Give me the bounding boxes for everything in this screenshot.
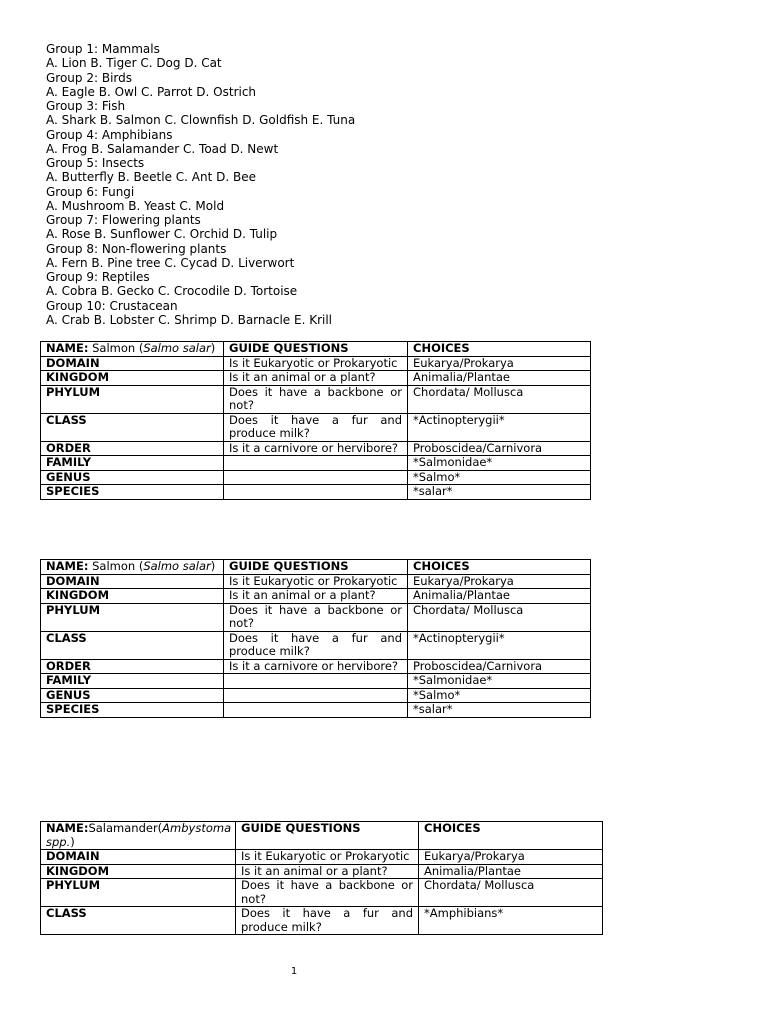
- rank-cell: PHYLUM: [41, 603, 224, 631]
- rank-cell: KINGDOM: [41, 371, 224, 386]
- guide-questions-header: GUIDE QUESTIONS: [224, 342, 408, 357]
- rank-cell: KINGDOM: [41, 864, 236, 879]
- group-line: Group 10: Crustacean: [46, 298, 178, 313]
- name-close: ): [210, 559, 216, 573]
- rank-cell: CLASS: [41, 907, 236, 935]
- group-line: A. Frog B. Salamander C. Toad D. Newt: [46, 141, 279, 156]
- table-row: [41, 371, 591, 386]
- page-number: 1: [290, 966, 298, 977]
- scientific-name: Ambystoma spp.: [46, 821, 232, 849]
- question-cell: [224, 703, 408, 718]
- choice-cell: Animalia/Plantae: [408, 589, 591, 604]
- question-cell: Does it have a fur and produce milk?: [224, 413, 408, 441]
- table-row: [41, 907, 603, 935]
- table-header-row: [41, 822, 603, 850]
- question-cell: Is it a carnivore or hervibore?: [224, 441, 408, 456]
- question-cell: Does it have a backbone or not?: [224, 603, 408, 631]
- rank-cell: GENUS: [41, 688, 224, 703]
- group-line: A. Eagle B. Owl C. Parrot D. Ostrich: [46, 84, 257, 99]
- guide-questions-header: GUIDE QUESTIONS: [236, 822, 419, 850]
- group-line: A. Mushroom B. Yeast C. Mold: [46, 198, 225, 213]
- group-line: A. Cobra B. Gecko C. Crocodile D. Tortoise: [46, 284, 298, 299]
- name-close: ): [210, 341, 216, 355]
- table-row: [41, 485, 591, 500]
- choice-cell: Eukarya/Prokarya: [408, 356, 591, 371]
- question-cell: Is it an animal or a plant?: [236, 864, 419, 879]
- table-row: [41, 703, 591, 718]
- question-cell: [224, 456, 408, 471]
- choice-cell: Eukarya/Prokarya: [408, 574, 591, 589]
- rank-cell: DOMAIN: [41, 356, 224, 371]
- question-cell: Is it Eukaryotic or Prokaryotic: [236, 850, 419, 865]
- table-header-row: [41, 560, 591, 575]
- rank-cell: ORDER: [41, 441, 224, 456]
- rank-cell: CLASS: [41, 413, 224, 441]
- choice-cell: *Salmonidae*: [408, 456, 591, 471]
- group-line: Group 7: Flowering plants: [46, 213, 201, 227]
- name-label: NAME:: [46, 821, 89, 835]
- question-cell: Does it have a fur and produce milk?: [224, 631, 408, 659]
- choices-header: CHOICES: [408, 342, 591, 357]
- group-list: [46, 42, 355, 327]
- group-line: Group 6: Fungi: [46, 184, 135, 199]
- table-row: [41, 850, 603, 865]
- name-cell: [41, 342, 224, 357]
- group-line: Group 8: Non-flowering plants: [46, 241, 227, 256]
- rank-cell: DOMAIN: [41, 574, 224, 589]
- rank-cell: DOMAIN: [41, 850, 236, 865]
- name-cell: [41, 822, 236, 850]
- rank-cell: PHYLUM: [41, 879, 236, 907]
- table-row: [41, 688, 591, 703]
- choice-cell: *Salmo*: [408, 688, 591, 703]
- table-row: [41, 413, 591, 441]
- taxonomy-table-salamander: [40, 821, 603, 935]
- group-line: Group 9: Reptiles: [46, 270, 150, 284]
- group-line: A. Crab B. Lobster C. Shrimp D. Barnacle E. Krill: [46, 312, 333, 327]
- table-row: [41, 674, 591, 689]
- choice-cell: *salar*: [408, 703, 591, 718]
- group-line: Group 2: Birds: [46, 70, 132, 85]
- choice-cell: *Salmonidae*: [408, 674, 591, 689]
- choice-cell: *Salmo*: [408, 470, 591, 485]
- group-line: A. Shark B. Salmon C. Clownfish D. Goldfish E. Tuna: [46, 113, 356, 128]
- table-row: [41, 441, 591, 456]
- table-row: [41, 603, 591, 631]
- rank-cell: FAMILY: [41, 674, 224, 689]
- question-cell: [224, 485, 408, 500]
- name-label: NAME:: [46, 559, 89, 573]
- group-line: Group 5: Insects: [46, 156, 145, 170]
- group-line: Group 3: Fish: [46, 99, 126, 113]
- table-header-row: [41, 342, 591, 357]
- choice-cell: Proboscidea/Carnivora: [408, 659, 591, 674]
- table-row: [41, 879, 603, 907]
- choice-cell: *Amphibians*: [419, 907, 603, 935]
- name-value: Salmon (: [88, 341, 144, 355]
- choice-cell: Chordata/ Mollusca: [419, 879, 603, 907]
- question-cell: [224, 674, 408, 689]
- group-line: A. Lion B. Tiger C. Dog D. Cat: [46, 56, 222, 71]
- table-row: [41, 470, 591, 485]
- choice-cell: Animalia/Plantae: [419, 864, 603, 879]
- rank-cell: SPECIES: [41, 703, 224, 718]
- choice-cell: Eukarya/Prokarya: [419, 850, 603, 865]
- group-line: Group 1: Mammals: [46, 42, 160, 56]
- name-label: NAME:: [46, 341, 89, 355]
- choice-cell: Animalia/Plantae: [408, 371, 591, 386]
- question-cell: Does it have a backbone or not?: [224, 385, 408, 413]
- name-value: Salamander(: [88, 821, 163, 835]
- rank-cell: CLASS: [41, 631, 224, 659]
- group-line: A. Fern B. Pine tree C. Cycad D. Liverwort: [46, 255, 295, 270]
- table-row: [41, 659, 591, 674]
- table-row: [41, 864, 603, 879]
- choice-cell: *Actinopterygii*: [408, 631, 591, 659]
- group-line: A. Butterfly B. Beetle C. Ant D. Bee: [46, 170, 256, 185]
- rank-cell: FAMILY: [41, 456, 224, 471]
- choices-header: CHOICES: [419, 822, 603, 850]
- table-row: [41, 456, 591, 471]
- name-close: ): [70, 834, 75, 849]
- question-cell: [224, 688, 408, 703]
- scientific-name: Salmo salar: [143, 559, 211, 573]
- question-cell: Does it have a fur and produce milk?: [236, 907, 419, 935]
- rank-cell: KINGDOM: [41, 589, 224, 604]
- question-cell: Is it an animal or a plant?: [224, 589, 408, 604]
- taxonomy-table-salmon-1: [40, 341, 591, 500]
- question-cell: Is it an animal or a plant?: [224, 371, 408, 386]
- name-cell: [41, 560, 224, 575]
- question-cell: Is it Eukaryotic or Prokaryotic: [224, 574, 408, 589]
- scientific-name: Salmo salar: [143, 341, 211, 355]
- taxonomy-table-salmon-2: [40, 559, 591, 718]
- group-line: A. Rose B. Sunflower C. Orchid D. Tulip: [46, 227, 278, 242]
- question-cell: Is it a carnivore or hervibore?: [224, 659, 408, 674]
- choices-header: CHOICES: [408, 560, 591, 575]
- rank-cell: PHYLUM: [41, 385, 224, 413]
- choice-cell: Proboscidea/Carnivora: [408, 441, 591, 456]
- table-row: [41, 631, 591, 659]
- choice-cell: Chordata/ Mollusca: [408, 603, 591, 631]
- choice-cell: Chordata/ Mollusca: [408, 385, 591, 413]
- name-value: Salmon (: [88, 559, 144, 573]
- choice-cell: *salar*: [408, 485, 591, 500]
- group-line: Group 4: Amphibians: [46, 127, 173, 142]
- question-cell: Does it have a backbone or not?: [236, 879, 419, 907]
- table-row: [41, 385, 591, 413]
- question-cell: Is it Eukaryotic or Prokaryotic: [224, 356, 408, 371]
- question-cell: [224, 470, 408, 485]
- table-row: [41, 356, 591, 371]
- rank-cell: SPECIES: [41, 485, 224, 500]
- rank-cell: ORDER: [41, 659, 224, 674]
- rank-cell: GENUS: [41, 470, 224, 485]
- choice-cell: *Actinopterygii*: [408, 413, 591, 441]
- guide-questions-header: GUIDE QUESTIONS: [224, 560, 408, 575]
- table-row: [41, 589, 591, 604]
- table-row: [41, 574, 591, 589]
